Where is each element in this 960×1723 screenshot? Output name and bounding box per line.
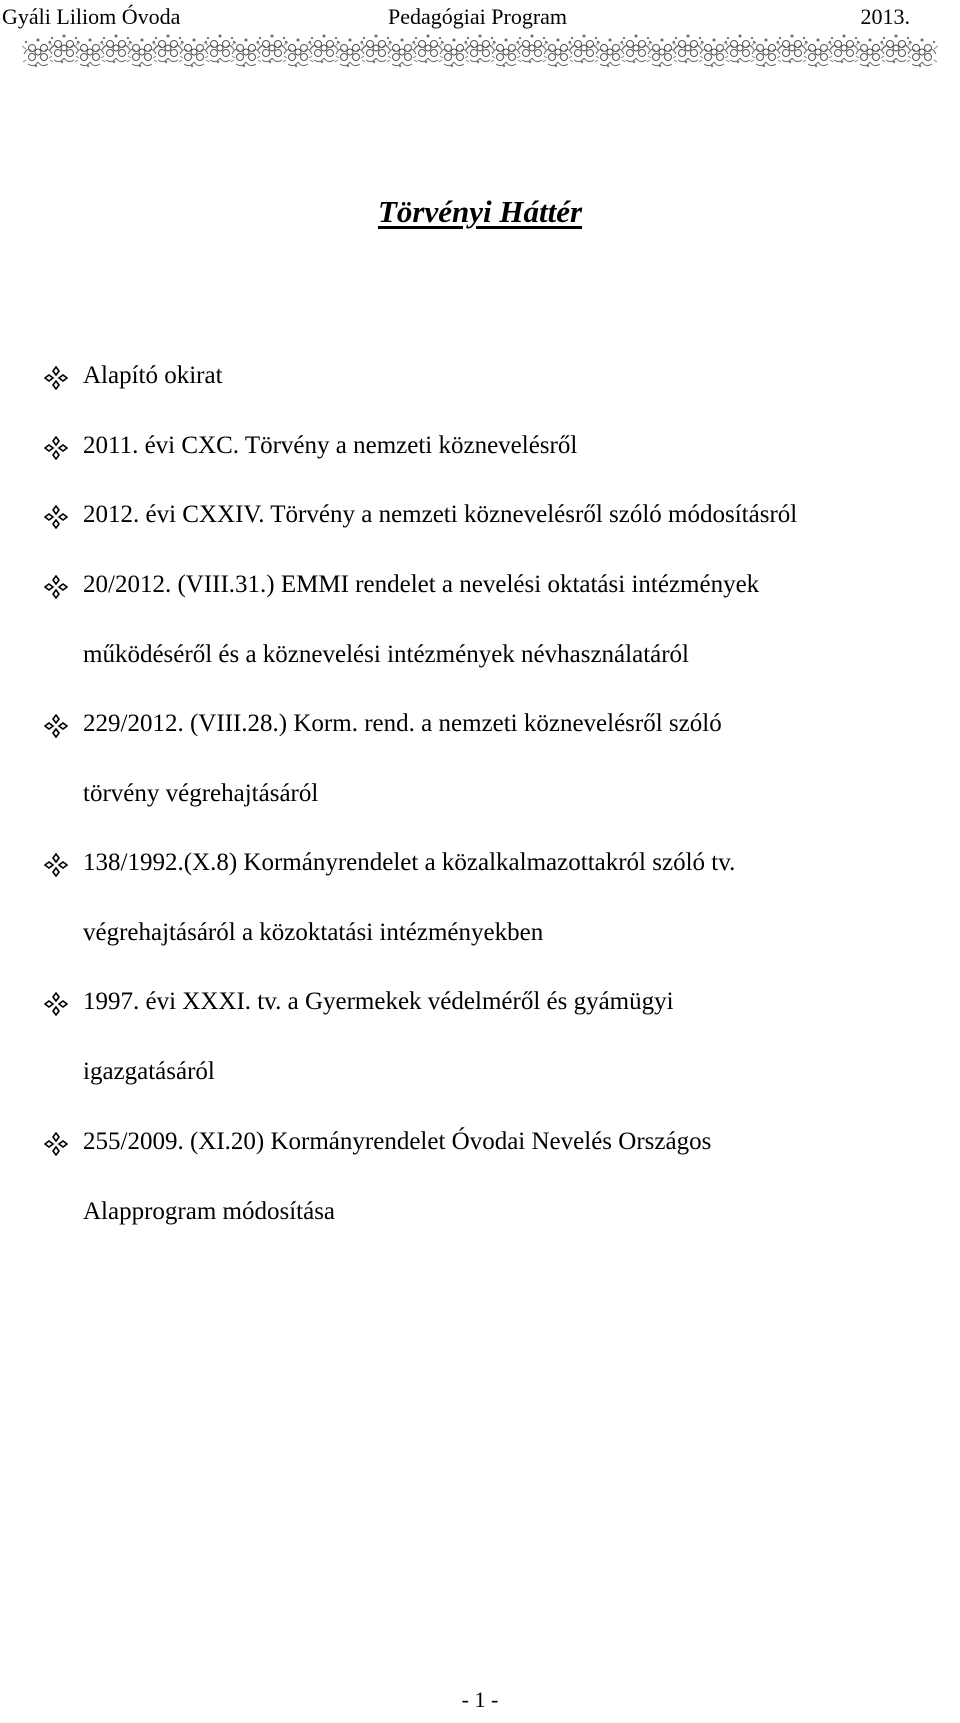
diamond-bullet-icon (44, 853, 68, 877)
diamond-bullet-icon (44, 505, 68, 529)
list-item-line: Alapprogram módosítása (83, 1198, 336, 1225)
list-item-line: 255/2009. (XI.20) Kormányrendelet Óvodai Nevelés Országos (83, 1128, 712, 1155)
diamond-bullet-icon (44, 1132, 68, 1156)
list-item-line: 2011. évi CXC. Törvény a nemzeti köznevelésről (83, 432, 578, 459)
list-item-line: végrehajtásáról a közoktatási intézményekben (83, 919, 544, 946)
diamond-bullet-icon (44, 575, 68, 599)
list-item-line: 2012. évi CXXIV. Törvény a nemzeti köznevelésről szóló módosításról (83, 501, 798, 528)
diamond-bullet-icon (44, 366, 68, 390)
list-item-line: Alapító okirat (83, 362, 223, 389)
page-number: - 1 - (461, 1687, 499, 1712)
list-item-line: működéséről és a köznevelési intézmények névhasználatáról (83, 641, 690, 668)
list-item-line: 1997. évi XXXI. tv. a Gyermekek védelméről és gyámügyi (83, 988, 674, 1015)
diamond-bullet-icon (44, 436, 68, 460)
header-year: 2013. (860, 4, 910, 29)
page-title: Törvényi Háttér (377, 194, 583, 229)
header-institution: Gyáli Liliom Óvoda (2, 4, 181, 29)
list-item-line: igazgatásáról (83, 1058, 215, 1085)
list-item-line: 229/2012. (VIII.28.) Korm. rend. a nemzeti köznevelésről szóló (83, 710, 722, 737)
list-item-line: 20/2012. (VIII.31.) EMMI rendelet a nevelési oktatási intézmények (83, 571, 760, 598)
list-item-line: 138/1992.(X.8) Kormányrendelet a közalkalmazottakról szóló tv. (83, 849, 736, 876)
diamond-bullet-icon (44, 992, 68, 1016)
header-document-title: Pedagógiai Program (388, 4, 568, 29)
list-item-line: törvény végrehajtásáról (83, 780, 319, 807)
diamond-bullet-icon (44, 714, 68, 738)
